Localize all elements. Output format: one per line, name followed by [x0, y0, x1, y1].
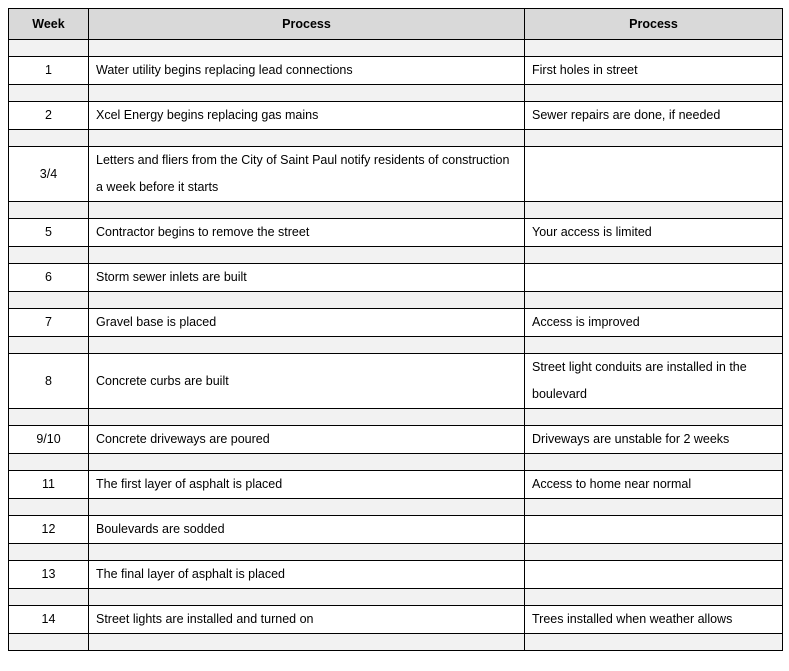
week-cell: 7 — [9, 309, 89, 337]
header-week: Week — [9, 9, 89, 40]
note-cell — [525, 147, 783, 202]
header-process: Process — [89, 9, 525, 40]
note-cell: First holes in street — [525, 57, 783, 85]
week-cell: 6 — [9, 264, 89, 292]
header-process-notes: Process — [525, 9, 783, 40]
week-cell: 13 — [9, 561, 89, 589]
process-cell: Water utility begins replacing lead connections — [89, 57, 525, 85]
spacer-row — [9, 544, 783, 561]
spacer-row — [9, 337, 783, 354]
table-row — [9, 264, 783, 292]
process-cell: Concrete driveways are poured — [89, 426, 525, 454]
process-cell: Letters and fliers from the City of Saint Paul notify residents of construction a week before it starts — [89, 147, 525, 202]
spacer-row — [9, 409, 783, 426]
week-cell: 12 — [9, 516, 89, 544]
week-cell: 9/10 — [9, 426, 89, 454]
spacer-row — [9, 589, 783, 606]
spacer-row — [9, 40, 783, 57]
process-cell: Concrete curbs are built — [89, 354, 525, 409]
week-cell: 8 — [9, 354, 89, 409]
spacer-row — [9, 202, 783, 219]
note-cell: Your access is limited — [525, 219, 783, 247]
table-row — [9, 219, 783, 247]
spacer-row — [9, 85, 783, 102]
note-cell — [525, 561, 783, 589]
week-cell: 14 — [9, 606, 89, 634]
process-cell: The final layer of asphalt is placed — [89, 561, 525, 589]
table-row — [9, 309, 783, 337]
spacer-row — [9, 292, 783, 309]
note-cell — [525, 264, 783, 292]
note-cell — [525, 516, 783, 544]
note-cell: Street light conduits are installed in the boulevard — [525, 354, 783, 409]
note-cell: Access is improved — [525, 309, 783, 337]
process-cell: Gravel base is placed — [89, 309, 525, 337]
spacer-row — [9, 130, 783, 147]
spacer-row — [9, 247, 783, 264]
process-cell: Xcel Energy begins replacing gas mains — [89, 102, 525, 130]
week-cell: 2 — [9, 102, 89, 130]
week-cell: 1 — [9, 57, 89, 85]
note-cell: Trees installed when weather allows — [525, 606, 783, 634]
table-row — [9, 516, 783, 544]
spacer-row — [9, 454, 783, 471]
table-header-row — [9, 9, 783, 40]
process-cell: The first layer of asphalt is placed — [89, 471, 525, 499]
note-cell: Driveways are unstable for 2 weeks — [525, 426, 783, 454]
note-cell: Sewer repairs are done, if needed — [525, 102, 783, 130]
spacer-row — [9, 634, 783, 651]
week-cell: 3/4 — [9, 147, 89, 202]
spacer-row — [9, 499, 783, 516]
table-row — [9, 147, 783, 202]
process-cell: Storm sewer inlets are built — [89, 264, 525, 292]
table-row — [9, 606, 783, 634]
process-cell: Street lights are installed and turned on — [89, 606, 525, 634]
table-row — [9, 354, 783, 409]
note-cell: Access to home near normal — [525, 471, 783, 499]
week-cell: 5 — [9, 219, 89, 247]
process-cell: Contractor begins to remove the street — [89, 219, 525, 247]
table-row — [9, 57, 783, 85]
table-row — [9, 426, 783, 454]
table-row — [9, 102, 783, 130]
construction-schedule-table — [8, 8, 783, 651]
table-row — [9, 561, 783, 589]
week-cell: 11 — [9, 471, 89, 499]
process-cell: Boulevards are sodded — [89, 516, 525, 544]
table-row — [9, 471, 783, 499]
